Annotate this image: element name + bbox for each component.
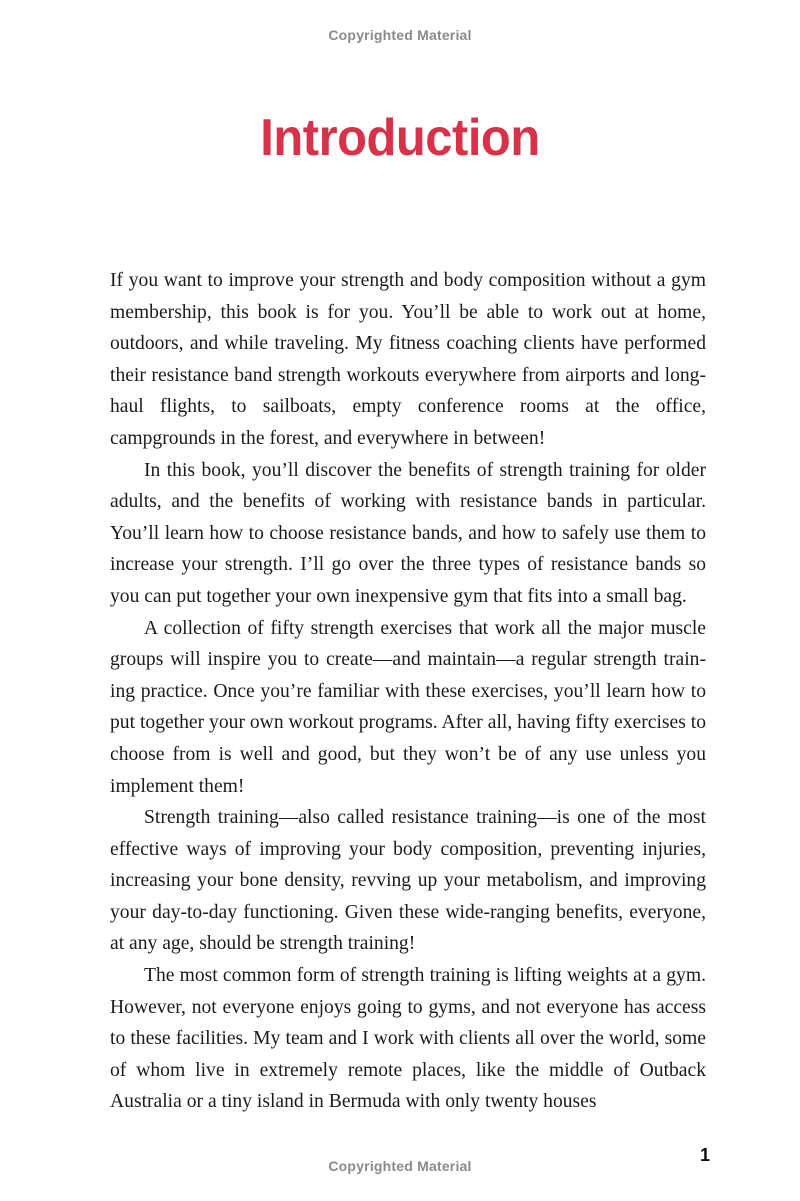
chapter-title: Introduction	[260, 109, 540, 167]
paragraph-1: If you want to improve your strength and body composition without a gym membership, this book is for you. You’ll be able to work out at home, outdoors, and while traveling. My fitness coaching clients have performed their resistance band strength workouts everywhere from airports and long-haul flights, to sailboats, empty conference rooms at the office, campgrounds in the forest, and everywhere in between!	[110, 270, 706, 449]
paragraph-3: A collection of fifty strength exercises that work all the major muscle groups will inspire you to create—and maintain—a regular strength training practice. Once you’re familiar with these exercises, you’ll learn how to put together your own workout programs. After all, having fifty exercises to choose from is well and good, but they won’t be of any use unless you implement them!	[110, 617, 706, 797]
paragraph-4: Strength training—also called resistance training—is one of the most effective ways of improving your body composition, preventing injuries, increasing your bone density, revving up your metabolism, and improving your day-to-day functioning. Given these wide-ranging benefits, everyone, at any age, should be strength training!	[110, 807, 706, 955]
body-text	[110, 265, 706, 1118]
copyright-watermark-bottom: Copyrighted Material	[328, 1158, 472, 1174]
copyright-watermark-top: Copyrighted Material	[328, 27, 472, 43]
page-number: 1	[699, 1145, 710, 1165]
paragraph-2: In this book, you’ll discover the benefits of strength training for older adults, and the benefits of working with resistance bands in particular. You’ll learn how to choose resistance bands, and how to safely use them to increase your strength. I’ll go over the three types of resistance bands so you can put together your own inexpensive gym that fits into a small bag.	[110, 459, 706, 607]
paragraph-5: The most common form of strength training is lifting weights at a gym. However, not everyone enjoys going to gyms, and not everyone has access to these facilities. My team and I work with clients all over the world, some of whom live in extremely remote places, like the middle of Outback Australia or a tiny island in Bermuda with only twenty houses	[110, 965, 706, 1113]
